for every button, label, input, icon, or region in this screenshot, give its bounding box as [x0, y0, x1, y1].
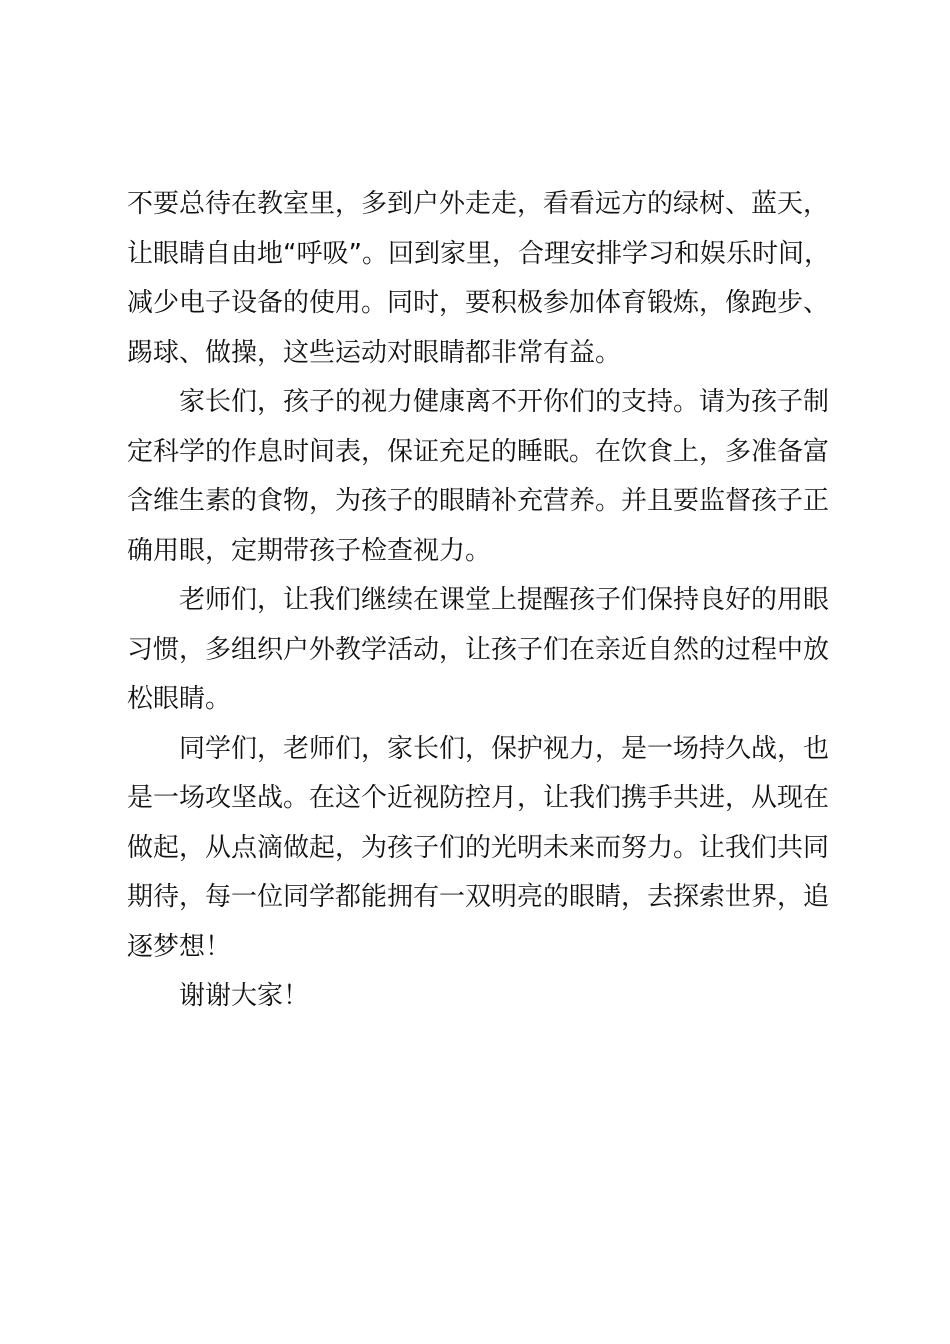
text-line: 确用眼，定期带孩子检查视力。	[127, 535, 492, 566]
text-line: 期待，每一位同学都能拥有一双明亮的眼睛，去探索世界，追	[127, 882, 830, 912]
speech-text	[127, 180, 857, 1022]
text-line: 含维生素的食物，为孩子的眼睛补充营养。并且要监督孩子正	[127, 486, 830, 516]
text-line: 松眼睛。	[127, 684, 232, 714]
text-line: 定科学的作息时间表，保证充足的睡眠。在饮食上，多准备富	[127, 436, 830, 467]
text-line: 减少电子设备的使用。同时，要积极参加体育锻炼，像跑步、	[127, 288, 830, 318]
text-line: 让眼睛自由地“呼吸”。回到家里，合理安排学习和娱乐时间，	[127, 238, 830, 269]
text-line: 逐梦想！	[127, 931, 232, 962]
closing-line: 谢谢大家！	[179, 981, 310, 1011]
text-line: 做起，从点滴做起，为孩子们的光明未来而努力。让我们共同	[127, 832, 830, 863]
text-line: 习惯，多组织户外教学活动，让孩子们在亲近自然的过程中放	[127, 634, 830, 665]
paragraph-parents-line: 家长们，孩子的视力健康离不开你们的支持。请为孩子制	[179, 387, 830, 417]
paragraph-all-line: 同学们，老师们，家长们，保护视力，是一场持久战，也	[179, 733, 830, 764]
text-line: 是一场攻坚战。在这个近视防控月，让我们携手共进，从现在	[127, 783, 830, 813]
paragraph-teachers-line: 老师们，让我们继续在课堂上提醒孩子们保持良好的用眼	[179, 585, 830, 615]
text-line: 踢球、做操，这些运动对眼睛都非常有益。	[127, 337, 622, 368]
text-line: 不要总待在教室里，多到户外走走，看看远方的绿树、蓝天，	[127, 189, 830, 219]
